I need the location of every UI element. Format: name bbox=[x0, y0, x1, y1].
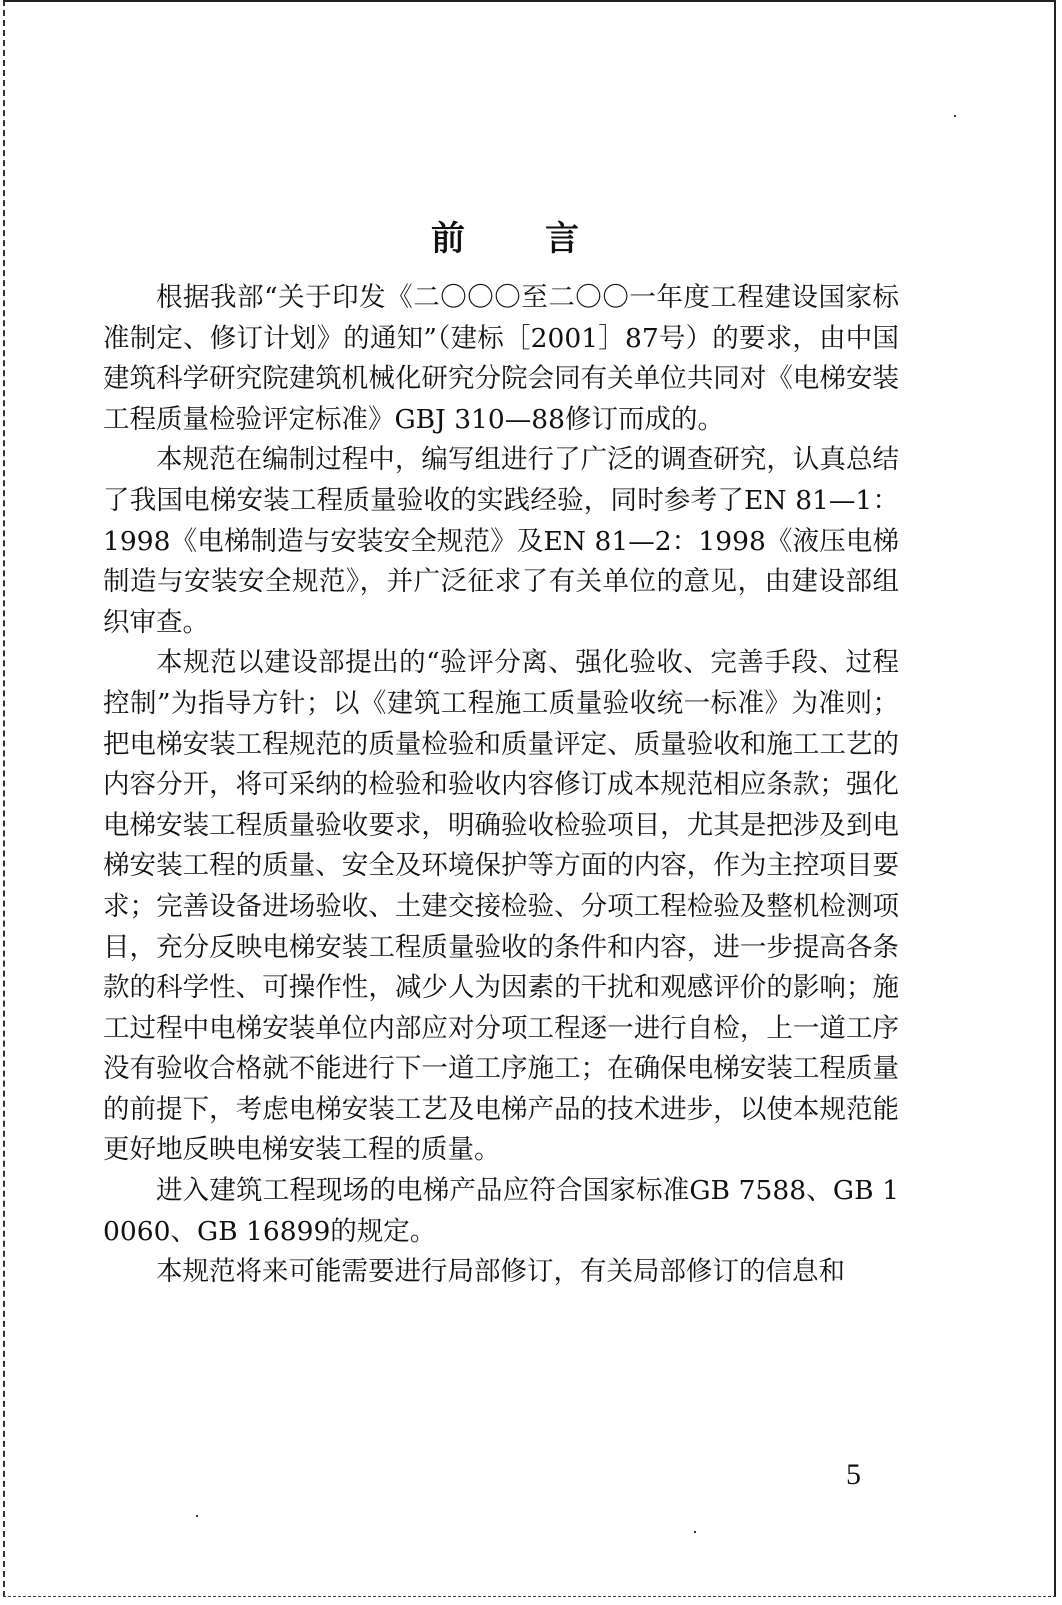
title-char-1: 前 bbox=[431, 218, 465, 259]
scan-speck bbox=[694, 1531, 696, 1533]
page-title bbox=[0, 211, 1010, 260]
scan-speck bbox=[196, 1515, 198, 1517]
title-char-2: 言 bbox=[545, 218, 579, 259]
paragraph-2: 本规范在编制过程中，编写组进行了广泛的调查研究，认真总结了我国电梯安装工程质量验收的实践经验，同时参考了EN 81—1：1998《电梯制造与安装安全规范》及EN 81—2：1998《液压电梯制造与安装安全规范》，并广泛征求了有关单位的意见，由建设部组织审查。 bbox=[103, 444, 899, 638]
paragraph-3: 本规范以建设部提出的“验评分离、强化验收、完善手段、过程控制”为指导方针；以《建筑工程施工质量验收统一标准》为准则；把电梯安装工程规范的质量检验和质量评定、质量验收和施工工艺的内容分开，将可采纳的检验和验收内容修订成本规范相应条款；强化电梯安装工程质量验收要求，明确验收检验项目，尤其是把涉及到电梯安装工程的质量、安全及环境保护等方面的内容，作为主控项目要求；完善设备进场验收、土建交接检验、分项工程检验及整机检测项目，充分反映电梯安装工程质量验收的条件和内容，进一步提高各条款的科学性、可操作性，减少人为因素的干扰和观感评价的影响；施工过程中电梯安装单位内部应对分项工程逐一进行自检，上一道工序没有验收合格就不能进行下一道工序施工；在确保电梯安装工程质量的前提下，考虑电梯安装工艺及电梯产品的技术进步，以使本规范能更好地反映电梯安装工程的质量。 bbox=[103, 647, 899, 1166]
preface-body bbox=[103, 278, 899, 1293]
paragraph-1: 根据我部“关于印发《二〇〇〇至二〇〇一年度工程建设国家标准制定、修订计划》的通知”（建标［2001］87号）的要求，由中国建筑科学研究院建筑机械化研究分院会同有关单位共同对《电梯安装工程质量检验评定标准》GBJ 310—88修订而成的。 bbox=[103, 282, 899, 435]
scan-speck bbox=[954, 115, 956, 117]
paragraph-5: 本规范将来可能需要进行局部修订，有关局部修订的信息和 bbox=[156, 1256, 845, 1288]
paragraph-4: 进入建筑工程现场的电梯产品应符合国家标准GB 7588、GB 10060、GB 16899的规定。 bbox=[103, 1175, 899, 1247]
page-number: 5 bbox=[846, 1458, 861, 1491]
